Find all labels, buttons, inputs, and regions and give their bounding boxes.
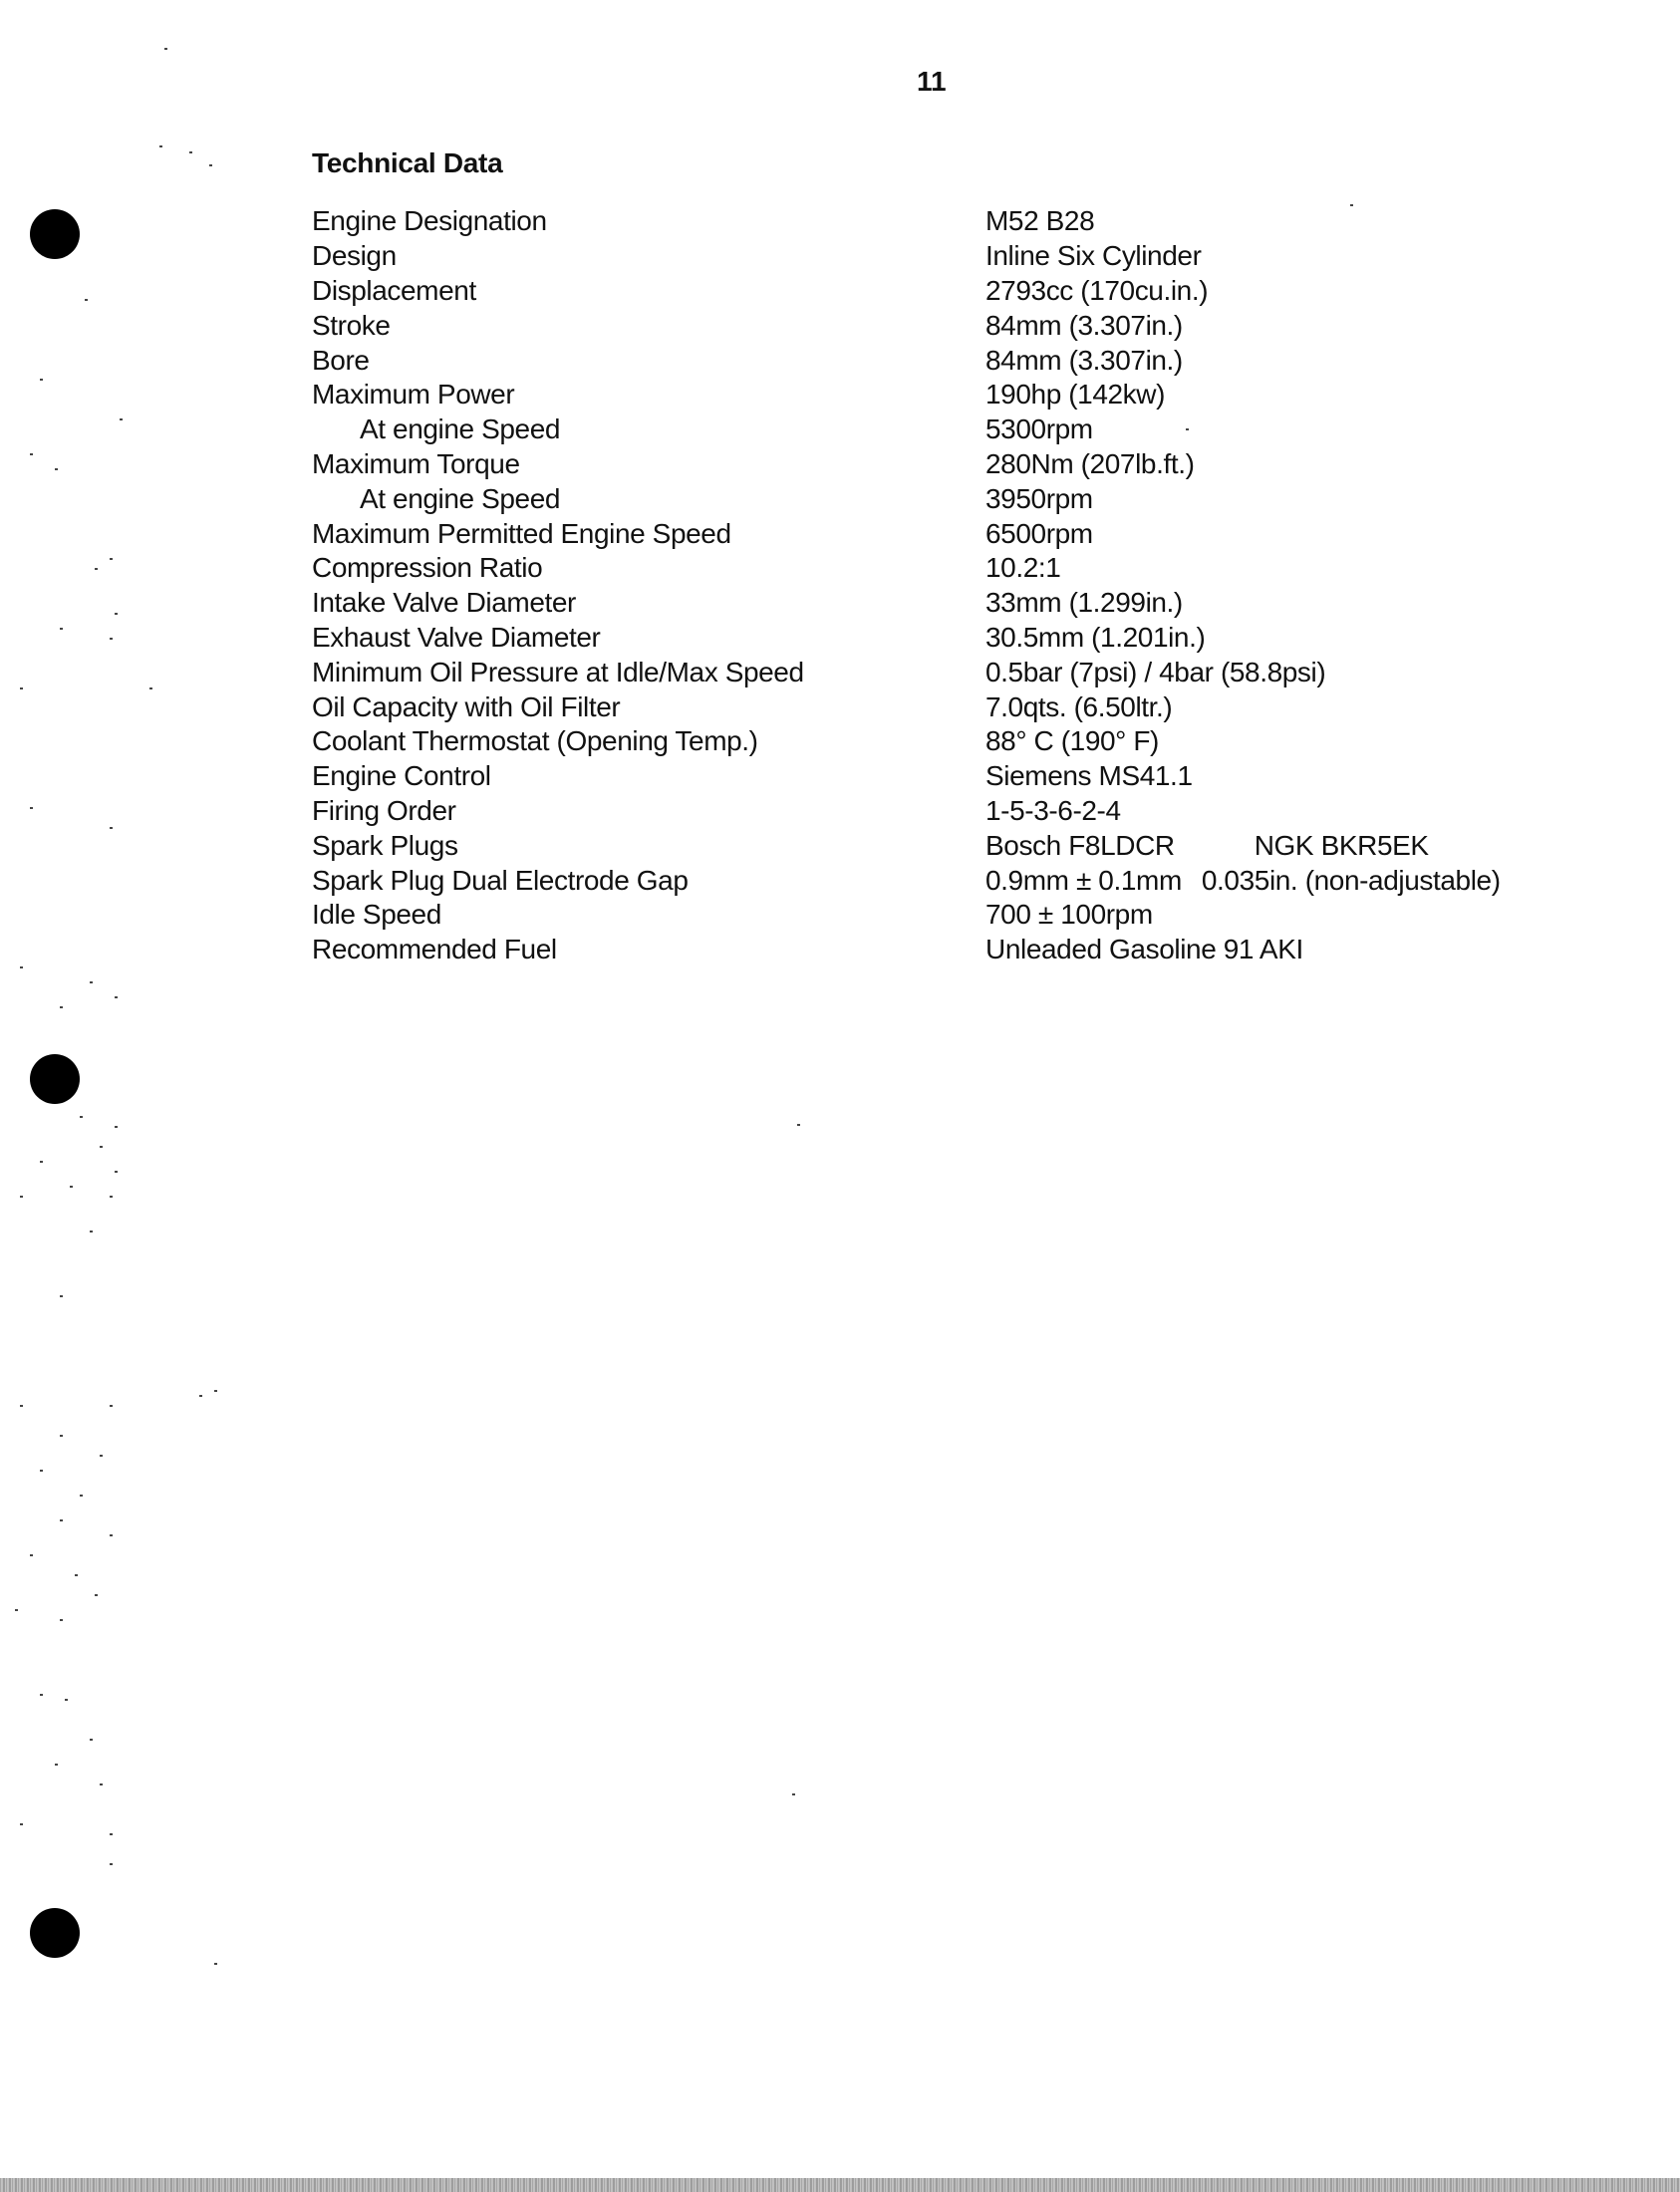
page-number: 11 [917, 66, 947, 97]
spec-row-maximum-power [312, 378, 1607, 412]
spec-value: 30.5mm (1.201in.) [985, 621, 1206, 653]
spec-label: Bore [312, 344, 370, 376]
spec-value: 190hp (142kw) [985, 379, 1166, 411]
spec-table [312, 204, 1607, 967]
punch-hole-bottom [30, 1908, 80, 1958]
section-title: Technical Data [312, 147, 503, 178]
spec-value: 0.5bar (7psi) / 4bar (58.8psi) [985, 656, 1326, 687]
spec-value: 3950rpm [985, 482, 1093, 514]
spec-value: 1-5-3-6-2-4 [985, 794, 1121, 826]
spec-value: 5300rpm [985, 413, 1093, 445]
spec-value [985, 830, 1607, 862]
spec-label: Firing Order [312, 794, 456, 826]
spark-plug-ngk: NGK BKR5EK [1254, 829, 1429, 861]
spec-label: Engine Control [312, 760, 491, 792]
spec-label: Spark Plug Dual Electrode Gap [312, 864, 689, 896]
spec-row-electrode-gap [312, 863, 1607, 898]
spec-label: Stroke [312, 309, 391, 341]
spec-label: Intake Valve Diameter [312, 587, 576, 619]
spec-value: 7.0qts. (6.50ltr.) [985, 690, 1173, 722]
spec-row-maximum-torque [312, 447, 1607, 482]
spec-row-bore [312, 343, 1607, 378]
spec-row-design [312, 239, 1607, 274]
spec-label: At engine Speed [360, 482, 561, 514]
spec-row-intake-valve [312, 586, 1607, 621]
spec-row-coolant-thermostat [312, 724, 1607, 759]
spec-row-power-engine-speed [312, 412, 1607, 447]
spec-label: Compression Ratio [312, 552, 543, 584]
spec-label: Idle Speed [312, 899, 441, 931]
spec-value: M52 B28 [985, 205, 1095, 237]
spec-row-max-permitted-speed [312, 516, 1607, 551]
spec-label: Oil Capacity with Oil Filter [312, 690, 621, 722]
scan-edge-strip [0, 2178, 1680, 2192]
spark-plug-bosch: Bosch F8LDCR [985, 829, 1175, 861]
spec-value [985, 865, 1607, 897]
spec-row-oil-capacity [312, 689, 1607, 724]
spec-row-compression-ratio [312, 551, 1607, 586]
spec-label: Maximum Power [312, 379, 515, 411]
electrode-gap-imperial: 0.035in. (non-adjustable) [1201, 864, 1501, 896]
spec-label: Engine Designation [312, 205, 547, 237]
spec-value: 280Nm (207lb.ft.) [985, 447, 1195, 479]
spec-value: 33mm (1.299in.) [985, 587, 1183, 619]
spec-label: Minimum Oil Pressure at Idle/Max Speed [312, 656, 804, 687]
spec-label: At engine Speed [360, 413, 561, 445]
spec-label: Displacement [312, 274, 476, 306]
spec-label: Maximum Torque [312, 447, 520, 479]
spec-value: 2793cc (170cu.in.) [985, 274, 1209, 306]
spec-label: Design [312, 240, 397, 272]
spec-label: Exhaust Valve Diameter [312, 621, 601, 653]
spec-label: Coolant Thermostat (Opening Temp.) [312, 725, 758, 757]
spec-row-spark-plugs [312, 828, 1607, 863]
spec-value: Siemens MS41.1 [985, 760, 1193, 792]
spec-value: Unleaded Gasoline 91 AKI [985, 934, 1303, 965]
spec-row-oil-pressure [312, 655, 1607, 689]
spec-label: Maximum Permitted Engine Speed [312, 517, 731, 549]
spec-label: Recommended Fuel [312, 934, 557, 965]
spec-value: 88° C (190° F) [985, 725, 1159, 757]
electrode-gap-metric: 0.9mm ± 0.1mm [985, 864, 1182, 896]
spec-row-engine-designation [312, 204, 1607, 239]
spec-row-displacement [312, 274, 1607, 309]
spec-value: 6500rpm [985, 517, 1093, 549]
punch-hole-top [30, 209, 80, 259]
spec-row-stroke [312, 308, 1607, 343]
spec-value: 84mm (3.307in.) [985, 309, 1183, 341]
spec-value: 10.2:1 [985, 552, 1061, 584]
spec-row-engine-control [312, 759, 1607, 794]
punch-hole-middle [30, 1054, 80, 1104]
spec-row-exhaust-valve [312, 621, 1607, 656]
spec-row-recommended-fuel [312, 933, 1607, 967]
spec-label: Spark Plugs [312, 829, 458, 861]
spec-row-firing-order [312, 794, 1607, 829]
spec-value: Inline Six Cylinder [985, 240, 1202, 272]
spec-value: 700 ± 100rpm [985, 899, 1153, 931]
spec-row-torque-engine-speed [312, 481, 1607, 516]
spec-value: 84mm (3.307in.) [985, 344, 1183, 376]
spec-row-idle-speed [312, 898, 1607, 933]
